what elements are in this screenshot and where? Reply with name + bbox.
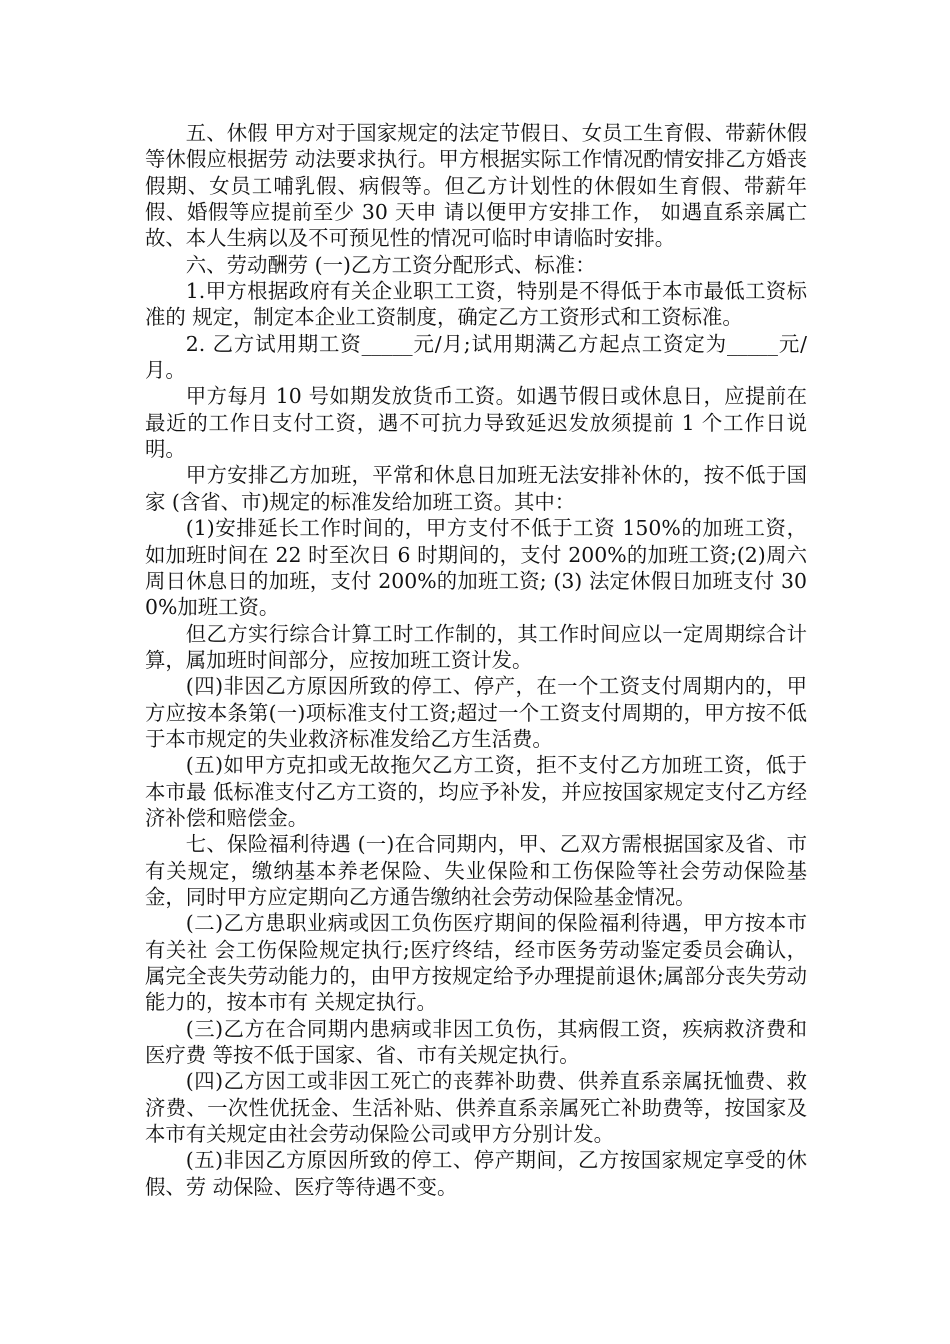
paragraph-overtime-rates: (1)安排延长工作时间的，甲方支付不低于工资 150%的加班工资，如加班时间在 22 时至次日 6 时期间的，支付 200%的加班工资;(2)周六周日休息日的加班，支付 200%的加班工资; (3) 法定休假日加班支付 300%加班工资。 — [145, 516, 807, 620]
paragraph-occupational-injury: (二)乙方患职业病或因工负伤医疗期间的保险福利待遇，甲方按本市有关社 会工伤保险规定执行;医疗终结，经市医务劳动鉴定委员会确认，属完全丧失劳动能力的，由甲方按规定给予办理提前退休;属部分丧失劳动能力的，按本市有 关规定执行。 — [145, 911, 807, 1015]
paragraph-overtime: 甲方安排乙方加班，平常和休息日加班无法安排补休的，按不低于国家 (含省、市)规定的标准发给加班工资。其中： — [145, 463, 807, 514]
paragraph-probation-wage: 2. 乙方试用期工资_____元/月;试用期满乙方起点工资定为_____元/月。 — [145, 331, 807, 383]
paragraph-sick-leave: (三)乙方在合同期内患病或非因工负伤，其病假工资，疾病救济费和医疗费 等按不低于国家、省、市有关规定执行。 — [145, 1016, 807, 1068]
document-body — [145, 120, 807, 1200]
paragraph-insurance-heading: 七、保险福利待遇 (一)在合同期内，甲、乙双方需根据国家及省、市有关规定，缴纳基本养老保险、失业保险和工伤保险等社会劳动保险基金，同时甲方应定期向乙方通告缴纳社会劳动保险基金情况。 — [145, 832, 807, 909]
paragraph-work-stoppage: (四)非因乙方原因所致的停工、停产，在一个工资支付周期内的，甲方应按本条第(一)项标准支付工资;超过一个工资支付周期的，甲方按不低于本市规定的失业救济标准发给乙方生活费。 — [145, 674, 807, 751]
paragraph-wage-arrears: (五)如甲方克扣或无故拖欠乙方工资，拒不支付乙方加班工资，低于本市最 低标准支付乙方工资的，均应予补发，并应按国家规定支付乙方经济补偿和赔偿金。 — [145, 753, 807, 830]
paragraph-payday: 甲方每月 10 号如期发放货币工资。如遇节假日或休息日，应提前在最近的工作日支付工资，遇不可抗力导致延迟发放须提前 1 个工作日说明。 — [145, 384, 807, 462]
paragraph-comprehensive-hours: 但乙方实行综合计算工时工作制的，其工作时间应以一定周期综合计算，属加班时间部分，应按加班工资计发。 — [145, 621, 807, 672]
paragraph-remuneration-heading: 六、劳动酬劳 (一)乙方工资分配形式、标准： — [185, 252, 596, 277]
paragraph-stoppage-benefits: (五)非因乙方原因所致的停工、停产期间，乙方按国家规定享受的休假、劳 动保险、医疗等待遇不变。 — [145, 1148, 807, 1199]
paragraph-wage-system: 1.甲方根据政府有关企业职工工资，特别是不得低于本市最低工资标准的 规定，制定本企业工资制度，确定乙方工资形式和工资标准。 — [145, 279, 807, 330]
paragraph-death-benefits: (四)乙方因工或非因工死亡的丧葬补助费、供养直系亲属抚恤费、救济费、一次性优抚金、生活补贴、供养直系亲属死亡补助费等，按国家及本市有关规定由社会劳动保险公司或甲方分别计发。 — [145, 1069, 807, 1147]
paragraph-vacation: 五、休假 甲方对于国家规定的法定节假日、女员工生育假、带薪休假等休假应根据劳 动法要求执行。甲方根据实际工作情况酌情安排乙方婚丧假期、女员工哺乳假、病假等。但乙方计划性的休假如生育假、带薪年假、婚假等应提前至少 30 天申 请以便甲方安排工作， 如遇直系亲属亡故、本人生病以及不可预见性的情况可临时申请临时安排。 — [145, 121, 807, 251]
